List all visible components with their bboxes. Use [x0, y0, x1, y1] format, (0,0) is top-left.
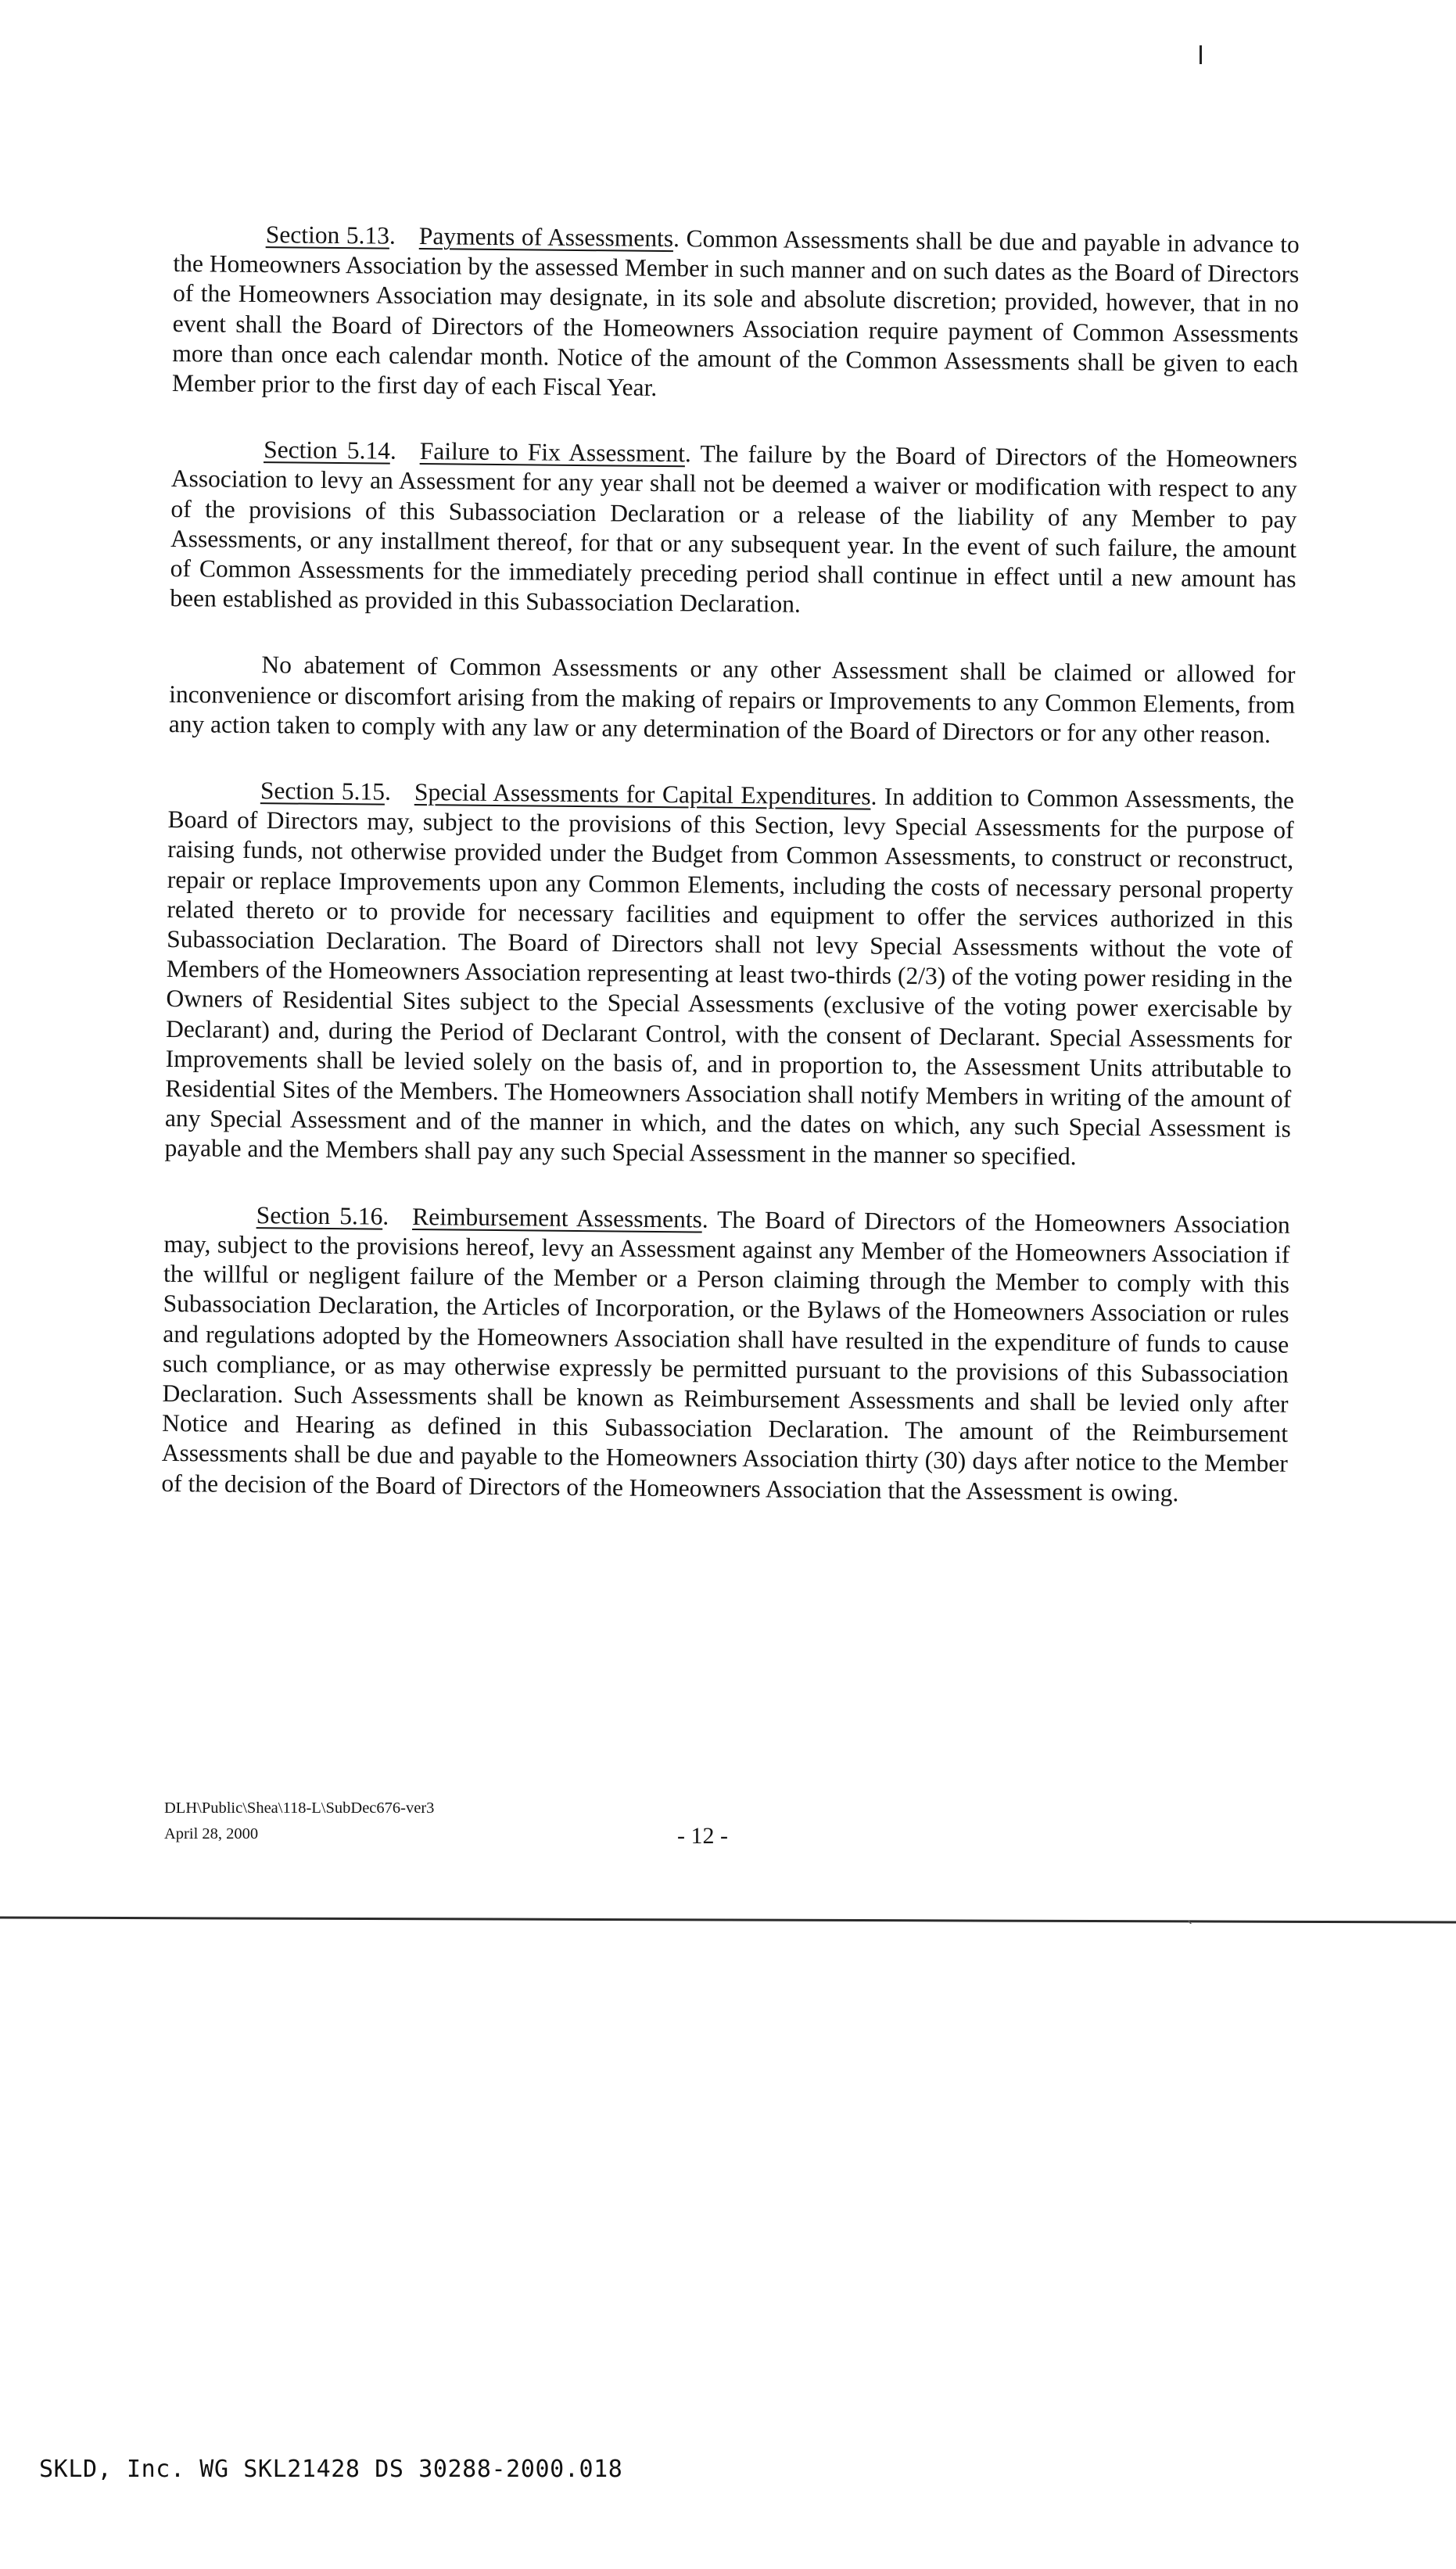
footer-file-path: DLH\Public\Shea\118-L\SubDec676-ver3	[164, 1799, 435, 1817]
scan-mark	[1200, 45, 1202, 64]
scan-stamp: SKLD, Inc. WG SKL21428 DS 30288-2000.018	[39, 2456, 623, 2483]
section-title: Reimbursement Assessments	[412, 1202, 703, 1233]
footer-date: April 28, 2000	[164, 1825, 259, 1842]
section-text: The Board of Directors of the Homeowners Association may, subject to the provisions hereof, levy an Assessment against any Member of the Homeowners Association if the willful or negligent failure of the Member or a Person claiming through the Member to comply with this Subassociation Declaration, the Articles of Incorporation, or the Bylaws of the Homeowners Association or rules and regulations adopted by the Homeowners Association shall have resulted in the expenditure of funds to cause such compliance, or as may otherwise expressly be permitted pursuant to the provisions of this Subassociation Declaration. Such Assessments shall be known as Reimbursement Assessments and shall be levied only after Notice and Hearing as defined in this Subassociation Declaration. The amount of the Reimbursement Assessments shall be due and payable to the Homeowners Association thirty (30) days after notice to the Member of the decision of the Board of Directors of the Homeowners Association that the Assessment is owing.	[161, 1205, 1290, 1506]
section-5-15: Section 5.15. Special Assessments for Capital Expenditures. In addition to Common Assessments, the Board of Directors may, subject to the provisions of this Section, levy Special Assessments for the purpose of raising funds, not otherwise provided under the Budget from Common Assessments, to construct or reconstruct, repair or replace Improvements upon any Common Elements, including the costs of necessary personal property related thereto or to provide for necessary facilities and equipment to offer the services authorized in this Subassociation Declaration. The Board of Directors shall not levy Special Assessments without the vote of Members of the Homeowners Association representing at least two-thirds (2/3) of the voting power residing in the Owners of Residential Sites subject to the Special Assessments (exclusive of the voting power exercisable by Declarant) and, during the Period of Declarant Control, with the consent of Declarant. Special Assessments for Improvements shall be levied solely on the basis of, and in proportion to, the Assessment Units attributable to Residential Sites of the Members. The Homeowners Association shall notify Members in writing of the amount of any Special Assessment and of the manner in which, and the dates on which, any such Special Assessment is payable and the Members shall pay any such Special Assessment in the manner so specified.	[164, 777, 1295, 1171]
section-number: Section 5.15	[260, 777, 386, 806]
section-title: Failure to Fix Assessment	[419, 437, 686, 468]
section-5-13: Section 5.13. Payments of Assessments. Common Assessments shall be due and payable in advance to the Homeowners Association by the assessed Member in such manner and on such dates as the Board of Directors of the Homeowners Association may designate, in its sole and absolute discretion; provided, however, that in no event shall the Board of Directors of the Homeowners Association require payment of Common Assessments more than once each calendar month. Notice of the amount of the Common Assessments shall be given to each Member prior to the first day of each Fiscal Year.	[171, 221, 1300, 401]
section-text: Common Assessments shall be due and payable in advance to the Homeowners Association by the assessed Member in such manner and on such dates as the Board of Directors of the Homeowners Association may designate, in its sole and absolute discretion; provided, however, that in no event shall the Board of Directors of the Homeowners Association require payment of Common Assessments more than once each calendar month. Notice of the amount of the Common Assessments shall be given to each Member prior to the first day of each Fiscal Year.	[171, 224, 1300, 401]
footer-metadata	[164, 1796, 434, 1847]
section-number: Section 5.13	[265, 221, 390, 249]
section-title: Payments of Assessments	[418, 222, 674, 253]
paragraph-text: No abatement of Common Assessments or any other Assessment shall be claimed or allowed for inconvenience or discomfort arising from the making of repairs or Improvements to any Common Elements, from any action taken to comply with any law or any determination of the Board of Directors or for any other reason.	[168, 651, 1296, 748]
page-separator-rule	[0, 1916, 1456, 1924]
page-number: - 12 -	[677, 1823, 728, 1849]
abatement-paragraph	[169, 649, 1296, 749]
document-body	[161, 219, 1300, 1545]
section-5-14: Section 5.14. Failure to Fix Assessment. The failure by the Board of Directors of the Homeowners Association to levy an Assessment for any year shall not be deemed a waiver or modification with respect to any of the provisions of this Subassociation Declaration or a release of the liability of any Member to pay Assessments, or any installment thereof, for that or any subsequent year. In the event of such failure, the amount of Common Assessments for the immediately preceding period shall continue in effect until a new amount has been established as provided in this Subassociation Declaration.	[170, 436, 1298, 618]
section-title: Special Assessments for Capital Expenditures	[414, 778, 871, 810]
section-number: Section 5.14	[264, 436, 391, 465]
section-text: In addition to Common Assessments, the Board of Directors may, subject to the provisions of this Section, levy Special Assessments for the purpose of raising funds, not otherwise provided under the Budget from Common Assessments, to construct or reconstruct, repair or replace Improvements upon any Common Elements, including the costs of necessary personal property related thereto or to provide for necessary facilities and equipment to offer the services authorized in this Subassociation Declaration. The Board of Directors shall not levy Special Assessments without the vote of Members of the Homeowners Association representing at least two-thirds (2/3) of the voting power residing in the Owners of Residential Sites subject to the Special Assessments (exclusive of the voting power exercisable by Declarant) and, during the Period of Declarant Control, with the consent of Declarant. Special Assessments for Improvements shall be levied solely on the basis of, and in proportion to, the Assessment Units attributable to Residential Sites of the Members. The Homeowners Association shall notify Members in writing of the amount of any Special Assessment and of the manner in which, and the dates on which, any such Special Assessment is payable and the Members shall pay any such Special Assessment in the manner so specified.	[164, 782, 1295, 1171]
section-text: The failure by the Board of Directors of the Homeowners Association to levy an Assessment for any year shall not be deemed a waiver or modification with respect to any of the provisions of this Subassociation Declaration or a release of the liability of any Member to pay Assessments, or any installment thereof, for that or any subsequent year. In the event of such failure, the amount of Common Assessments for the immediately preceding period shall continue in effect until a new amount has been established as provided in this Subassociation Declaration.	[170, 440, 1298, 618]
section-5-16: Section 5.16. Reimbursement Assessments. The Board of Directors of the Homeowners Association may, subject to the provisions hereof, levy an Assessment against any Member of the Homeowners Association if the willful or negligent failure of the Member or a Person claiming through the Member to comply with this Subassociation Declaration, the Articles of Incorporation, or the Bylaws of the Homeowners Association or rules and regulations adopted by the Homeowners Association shall have resulted in the expenditure of funds to cause such compliance, or as may otherwise expressly be permitted pursuant to the provisions of this Subassociation Declaration. Such Assessments shall be known as Reimbursement Assessments and shall be levied only after Notice and Hearing as defined in this Subassociation Declaration. The amount of the Reimbursement Assessments shall be due and payable to the Homeowners Association thirty (30) days after notice to the Member of the decision of the Board of Directors of the Homeowners Association that the Assessment is owing.	[161, 1200, 1290, 1506]
section-number: Section 5.16	[256, 1200, 383, 1230]
